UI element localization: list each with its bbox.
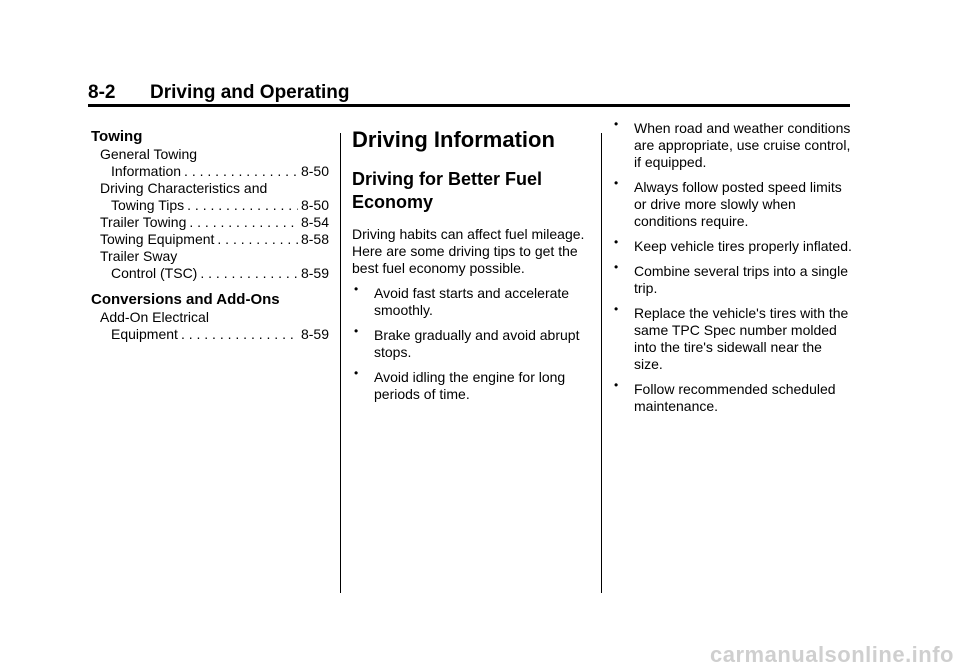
- list-item-text: When road and weather conditions are appropriate, use cruise control, if equipped.: [634, 120, 851, 170]
- toc-entry-trailer-towing[interactable]: [100, 214, 329, 231]
- toc-leader-dots: [187, 197, 298, 214]
- bullet-icon: •: [614, 378, 619, 392]
- list-item: [612, 117, 852, 171]
- bullet-icon: •: [614, 235, 619, 249]
- list-item-text: Follow recommended scheduled maintenance.: [634, 381, 836, 414]
- list-item-text: Always follow posted speed limits or drive more slowly when conditions require.: [634, 179, 842, 229]
- bullet-icon: •: [614, 302, 619, 316]
- toc-page-ref: 8-58: [300, 231, 329, 247]
- bullet-icon: •: [614, 117, 619, 131]
- watermark: carmanualsonline.info: [710, 642, 954, 667]
- toc-page-ref: 8-50: [300, 163, 329, 179]
- bullet-icon: •: [614, 176, 619, 190]
- section-heading: Driving Information: [352, 127, 555, 152]
- bullet-icon: •: [354, 366, 359, 380]
- toc-entry-line1: Add-On Electrical: [100, 309, 209, 325]
- toc-entry-line1: General Towing: [100, 146, 198, 162]
- bullet-icon: •: [354, 324, 359, 338]
- contents-column: [91, 128, 329, 343]
- page-header: [88, 82, 850, 104]
- toc-entry-general-towing[interactable]: [100, 146, 329, 180]
- toc-entry-line1: Driving Characteristics and: [100, 180, 268, 196]
- toc-entry-add-on-electrical[interactable]: [100, 309, 329, 343]
- column-divider-2: [601, 133, 602, 593]
- toc-leader-dots: [181, 326, 298, 343]
- list-item-text: Keep vehicle tires properly inflated.: [634, 238, 852, 254]
- toc-entry-driving-characteristics[interactable]: [100, 180, 329, 214]
- toc-leader-dots: [217, 231, 298, 248]
- list-item: [352, 366, 590, 403]
- tips-list: [352, 282, 590, 403]
- toc-entry-label: Trailer Towing: [100, 214, 187, 230]
- toc-leader-dots: [200, 265, 298, 282]
- column-divider-1: [340, 133, 341, 593]
- list-item-text: Replace the vehicle's tires with the same TPC Spec number molded into the tire's sidewall near the size.: [634, 305, 849, 372]
- toc-leader-dots: [189, 214, 298, 231]
- toc-page-ref: 8-50: [300, 197, 329, 213]
- toc-entry-label: Towing Tips: [111, 197, 185, 213]
- toc-page-ref: 8-59: [300, 326, 329, 342]
- list-item-text: Combine several trips into a single trip.: [634, 263, 848, 296]
- toc-entry-label: Equipment: [111, 326, 178, 342]
- intro-paragraph: Driving habits can affect fuel mileage. Here are some driving tips to get the best fuel economy possible.: [352, 226, 585, 276]
- list-item: [352, 324, 590, 361]
- bullet-icon: •: [614, 260, 619, 274]
- toc-page-ref: 8-59: [300, 265, 329, 281]
- toc-entry-label: Towing Equipment: [100, 231, 215, 247]
- list-item-text: Brake gradually and avoid abrupt stops.: [374, 327, 580, 360]
- main-column: [352, 126, 590, 403]
- subsection-heading: Driving for Better Fuel Economy: [352, 169, 543, 212]
- bullet-icon: •: [354, 282, 359, 296]
- toc-entry-towing-equipment[interactable]: [100, 231, 329, 248]
- list-item: [612, 378, 852, 415]
- list-item-text: Avoid idling the engine for long periods of time.: [374, 369, 566, 402]
- list-item: [612, 176, 852, 230]
- list-item: [612, 302, 852, 373]
- tips-list-continued: [612, 117, 852, 415]
- list-item: [612, 260, 852, 297]
- tips-column: [612, 117, 852, 415]
- toc-section-title: Conversions and Add-Ons: [91, 291, 280, 308]
- list-item: [612, 235, 852, 255]
- toc-entry-label: Information: [111, 163, 182, 179]
- toc-entry-trailer-sway[interactable]: [100, 248, 329, 282]
- page-number: 8-2: [88, 82, 116, 103]
- chapter-title: Driving and Operating: [150, 82, 350, 103]
- list-item: [352, 282, 590, 319]
- toc-section-title: Towing: [91, 128, 143, 145]
- list-item-text: Avoid fast starts and accelerate smoothly.: [374, 285, 570, 318]
- toc-leader-dots: [184, 163, 298, 180]
- toc-page-ref: 8-54: [300, 214, 329, 230]
- header-rule: [88, 104, 850, 107]
- toc-entry-label: Control (TSC): [111, 265, 198, 281]
- toc-entry-line1: Trailer Sway: [100, 248, 178, 264]
